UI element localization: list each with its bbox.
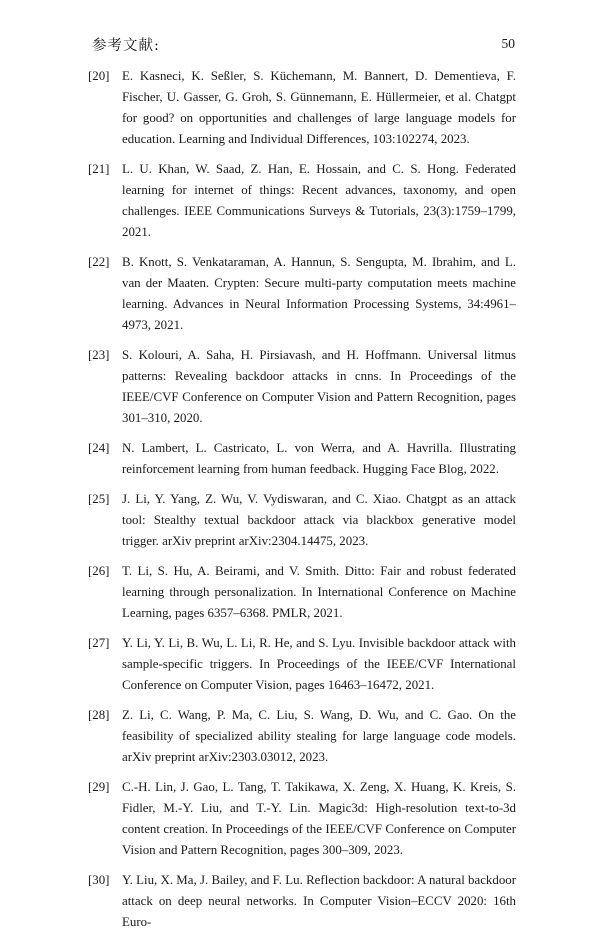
- reference-item: [88, 66, 516, 150]
- reference-number: [26]: [88, 564, 110, 578]
- reference-number: [23]: [88, 348, 110, 362]
- reference-number: [24]: [88, 441, 110, 455]
- page-number: 50: [501, 36, 515, 51]
- reference-number: [30]: [88, 873, 110, 887]
- reference-item: [88, 489, 516, 552]
- reference-item: [88, 345, 516, 429]
- reference-text: T. Li, S. Hu, A. Beirami, and V. Smith. Ditto: Fair and robust federated learning through personalization. In International Conference on Machine Learning, pages 6357–6368. PMLR, 2021.: [122, 564, 516, 620]
- reference-text: J. Li, Y. Yang, Z. Wu, V. Vydiswaran, and C. Xiao. Chatgpt as an attack tool: Stealthy textual backdoor attack via blackbox generative model trigger. arXiv preprint arXiv:2304.14475, 2023.: [122, 492, 516, 548]
- reference-number: [25]: [88, 492, 110, 506]
- reference-item: [88, 705, 516, 768]
- section-title: 参考文献:: [92, 38, 160, 54]
- reference-text: E. Kasneci, K. Seßler, S. Küchemann, M. Bannert, D. Dementieva, F. Fischer, U. Gasser, G. Groh, S. Günnemann, E. Hüllermeier, et al. Chatgpt for good? on opportunities and challenges of large language models for education. Learning and Individual Differences, 103:102274, 2023.: [122, 69, 516, 146]
- reference-number: [20]: [88, 69, 110, 83]
- reference-text: L. U. Khan, W. Saad, Z. Han, E. Hossain, and C. S. Hong. Federated learning for internet of things: Recent advances, taxonomy, and open challenges. IEEE Communications Surveys & Tutorials, 23(3):1759–1799, 2021.: [122, 162, 516, 239]
- reference-item: [88, 561, 516, 624]
- reference-number: [27]: [88, 636, 110, 650]
- reference-list: [88, 66, 516, 942]
- reference-text: N. Lambert, L. Castricato, L. von Werra, and A. Havrilla. Illustrating reinforcement learning from human feedback. Hugging Face Blog, 2022.: [122, 441, 516, 476]
- reference-number: [29]: [88, 780, 110, 794]
- reference-text: Y. Liu, X. Ma, J. Bailey, and F. Lu. Reflection backdoor: A natural backdoor attack on deep neural networks. In Computer Vision–ECCV 2020: 16th Euro-: [122, 873, 516, 929]
- reference-text: C.-H. Lin, J. Gao, L. Tang, T. Takikawa, X. Zeng, X. Huang, K. Kreis, S. Fidler, M.-Y. Liu, and T.-Y. Lin. Magic3d: High-resolution text-to-3d content creation. In Proceedings of the IEEE/CVF Conference on Computer Vision and Pattern Recognition, pages 300–309, 2023.: [122, 780, 516, 857]
- reference-text: Z. Li, C. Wang, P. Ma, C. Liu, S. Wang, D. Wu, and C. Gao. On the feasibility of specialized ability stealing for large language code models. arXiv preprint arXiv:2303.03012, 2023.: [122, 708, 516, 764]
- reference-item: [88, 252, 516, 336]
- reference-number: [21]: [88, 162, 110, 176]
- reference-number: [28]: [88, 708, 110, 722]
- reference-item: [88, 633, 516, 696]
- reference-item: [88, 159, 516, 243]
- reference-item: [88, 438, 516, 480]
- reference-number: [22]: [88, 255, 110, 269]
- reference-item: [88, 777, 516, 861]
- reference-item: [88, 870, 516, 933]
- reference-text: Y. Li, Y. Li, B. Wu, L. Li, R. He, and S. Lyu. Invisible backdoor attack with sample-specific triggers. In Proceedings of the IEEE/CVF International Conference on Computer Vision, pages 16463–16472, 2021.: [122, 636, 516, 692]
- reference-text: S. Kolouri, A. Saha, H. Pirsiavash, and H. Hoffmann. Universal litmus patterns: Revealing backdoor attacks in cnns. In Proceedings of the IEEE/CVF Conference on Computer Vision and Pattern Recognition, pages 301–310, 2020.: [122, 348, 516, 425]
- reference-text: B. Knott, S. Venkataraman, A. Hannun, S. Sengupta, M. Ibrahim, and L. van der Maaten. Crypten: Secure multi-party computation meets machine learning. Advances in Neural Information Processing Systems, 34:4961–4973, 2021.: [122, 255, 516, 332]
